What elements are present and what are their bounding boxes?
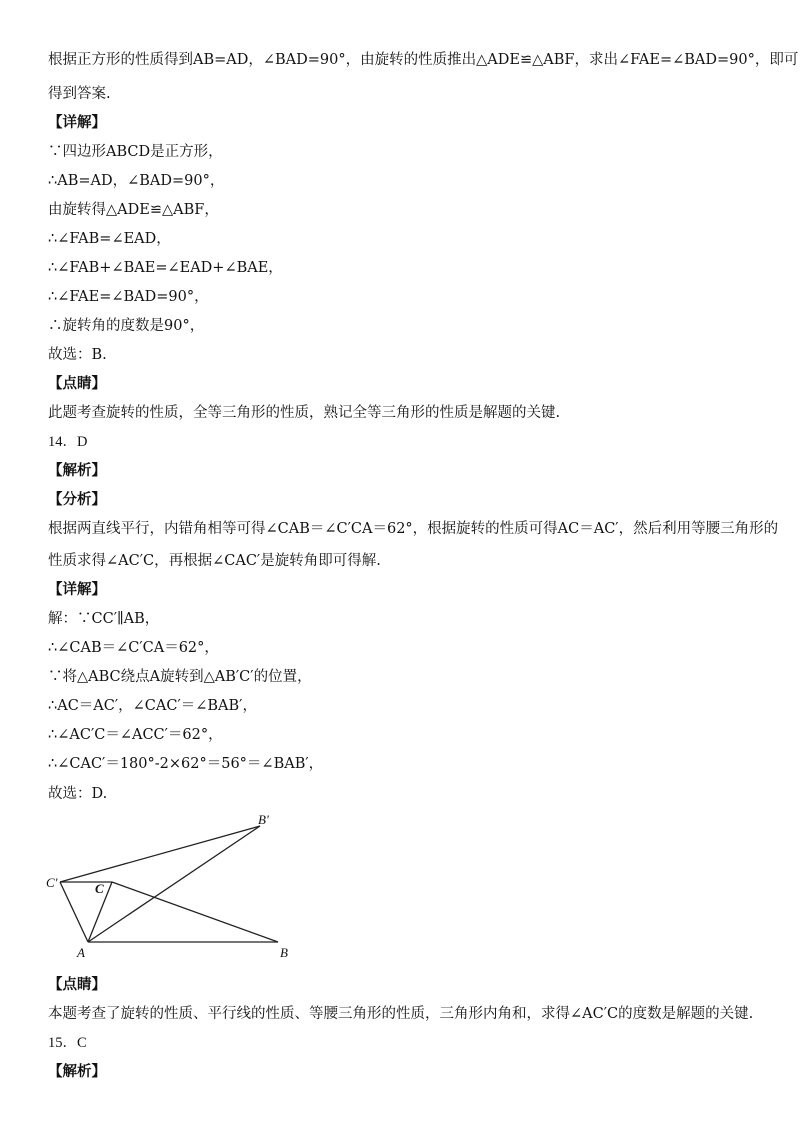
text-line: ∵四边形ABCD是正方形， <box>48 144 223 160</box>
text-line: ∴∠FAB+∠BAE=∠EAD+∠BAE， <box>48 260 283 276</box>
text-line: ∴∠CAB＝∠C′CA＝62°， <box>48 640 219 656</box>
rotation-diagram <box>40 808 310 966</box>
section-heading: 【点睛】 <box>48 375 106 392</box>
text-line: ∴旋转角的度数是90°， <box>48 318 205 334</box>
section-heading: 【详解】 <box>48 581 106 598</box>
text-line: 解：∵CC′∥AB， <box>48 611 160 627</box>
text-line: ∵将△ABC绕点A旋转到△AB′C′的位置， <box>48 669 312 685</box>
section-heading: 【点睛】 <box>48 976 106 993</box>
label-c-prime: C' <box>46 875 58 890</box>
question-number: 15．C <box>48 1035 87 1051</box>
segment-ab-prime <box>88 826 260 942</box>
question-number: 14．D <box>48 434 88 450</box>
section-heading: 【解析】 <box>48 1063 106 1080</box>
label-a: A <box>77 945 85 960</box>
text-line: 由旋转得△ADE≌△ABF， <box>48 202 219 218</box>
text-line: 根据正方形的性质得到AB=AD，∠BAD=90°，由旋转的性质推出△ADE≌△ABF，求出∠FAE=∠BAD=90°，即可 <box>48 52 799 68</box>
text-line: ∴∠CAC′＝180°-2×62°＝56°＝∠BAB′， <box>48 756 324 772</box>
text-line: 本题考查了旋转的性质、平行线的性质、等腰三角形的性质，三角形内角和，求得∠AC′C的度数是解题的关键. <box>48 1006 754 1022</box>
label-b: B <box>280 945 288 960</box>
text-line: 根据两直线平行，内错角相等可得∠CAB＝∠C′CA＝62°，根据旋转的性质可得AC＝AC′，然后利用等腰三角形的 <box>48 521 779 537</box>
section-heading: 【分析】 <box>48 491 106 508</box>
geometry-figure <box>40 808 310 966</box>
text-line: ∴∠AC′C＝∠ACC′＝62°， <box>48 727 223 743</box>
segment-cb <box>112 882 278 942</box>
text-line: ∴∠FAE=∠BAD=90°， <box>48 289 209 305</box>
segment-c-prime-b-prime <box>60 826 260 882</box>
text-line: ∴AC＝AC′，∠CAC′＝∠BAB′， <box>48 698 257 714</box>
label-c: C <box>95 881 104 896</box>
text-line: ∴∠FAB=∠EAD， <box>48 231 171 247</box>
text-line: 故选：D. <box>48 786 108 802</box>
section-heading: 【解析】 <box>48 462 106 479</box>
segment-c-prime-a <box>60 882 88 942</box>
text-line: 性质求得∠AC′C，再根据∠CAC′是旋转角即可得解. <box>48 553 381 569</box>
text-line: 故选：B. <box>48 347 107 363</box>
label-b-prime: B' <box>258 812 269 827</box>
text-line: ∴AB=AD，∠BAD=90°， <box>48 173 225 189</box>
text-line: 此题考查旋转的性质，全等三角形的性质，熟记全等三角形的性质是解题的关键. <box>48 405 561 421</box>
text-line: 得到答案. <box>48 86 111 102</box>
section-heading: 【详解】 <box>48 114 106 131</box>
